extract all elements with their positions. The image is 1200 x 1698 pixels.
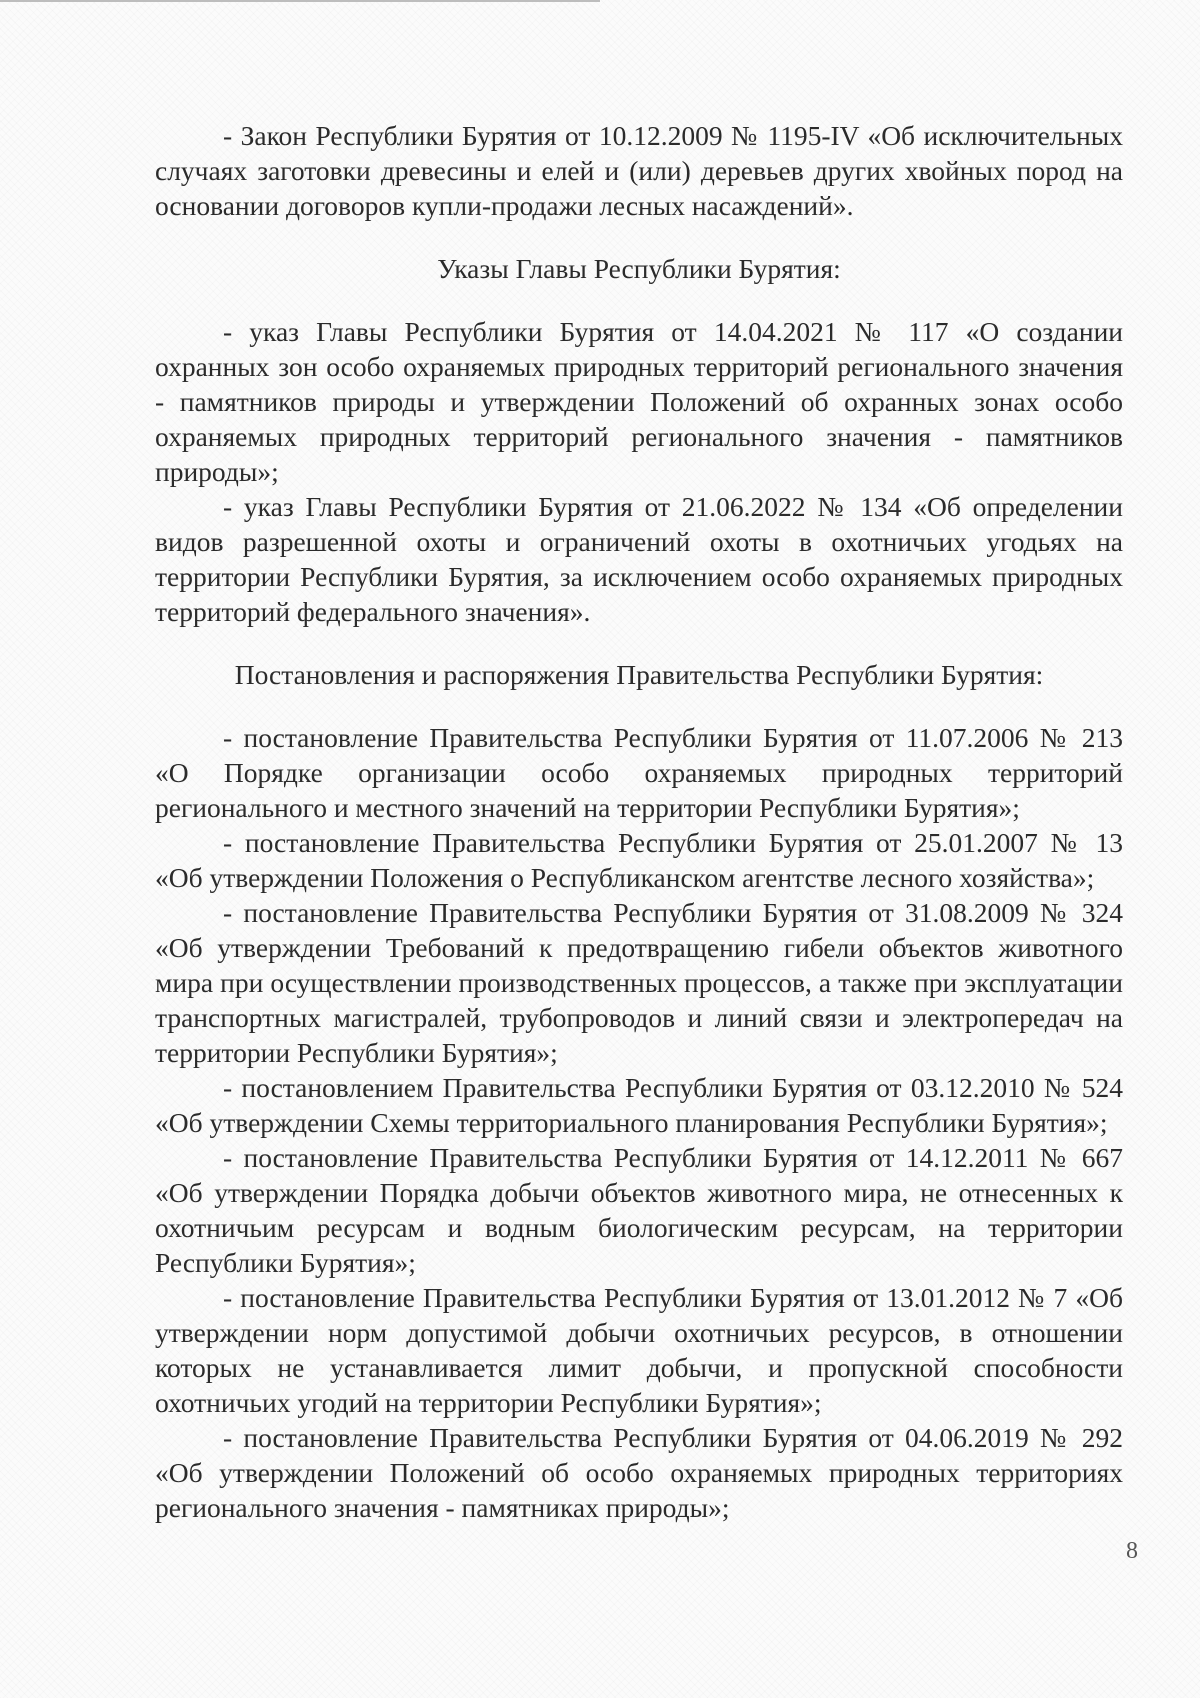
resolution-item: - постановление Правительства Республики Бурятия от 14.12.2011 № 667 «Об утверждении Порядка добычи объектов животного мира, не отнесенных к охотничьим ресурсам и водным биологическим ресурсам, на территории Республики Бурятия»; <box>155 1142 1123 1278</box>
decree-item: - указ Главы Республики Бурятия от 14.04.2021 № 117 «О создании охранных зон особо охраняемых природных территорий регионального значения - памятников природы и утверждении Положений об охранных зонах особо охраняемых природных территорий регионального значения - памятников природы»; <box>155 316 1123 487</box>
resolution-item: - постановление Правительства Республики Бурятия от 31.08.2009 № 324 «Об утверждении Требований к предотвращению гибели объектов животного мира при осуществлении производственных процессов, а также при эксплуатации транспортных магистралей, трубопроводов и линий связи и электропередач на территории Республики Бурятия»; <box>155 897 1123 1068</box>
resolution-item: - постановление Правительства Республики Бурятия от 04.06.2019 № 292 «Об утверждении Положений об особо охраняемых природных территориях регионального значения - памятниках природы»; <box>155 1422 1123 1523</box>
resolution-item: - постановление Правительства Республики Бурятия от 11.07.2006 № 213 «О Порядке организации особо охраняемых природных территорий регионального и местного значений на территории Республики Бурятия»; <box>155 722 1123 823</box>
resolution-item: - постановление Правительства Республики Бурятия от 25.01.2007 № 13 «Об утверждении Положения о Республиканском агентстве лесного хозяйства»; <box>155 827 1123 893</box>
document-body <box>155 118 1123 1525</box>
government-heading: Постановления и распоряжения Правительства Республики Бурятия: <box>234 659 1044 690</box>
scan-edge-line <box>0 0 600 2</box>
resolution-item: - постановление Правительства Республики Бурятия от 13.01.2012 № 7 «Об утверждении норм допустимой добычи охотничьих ресурсов, в отношении которых не устанавливается лимит добычи, и пропускной способности охотничьих угодий на территории Республики Бурятия»; <box>155 1282 1123 1418</box>
resolution-item: - постановлением Правительства Республики Бурятия от 03.12.2010 № 524 «Об утверждении Схемы территориального планирования Республики Бурятия»; <box>155 1072 1123 1138</box>
decree-item: - указ Главы Республики Бурятия от 21.06.2022 № 134 «Об определении видов разрешенной охоты и ограничений охоты в охотничьих угодьях на территории Республики Бурятия, за исключением особо охраняемых природных территорий федерального значения». <box>155 491 1123 627</box>
decrees-heading: Указы Главы Республики Бурятия: <box>437 253 841 284</box>
law-item: - Закон Республики Бурятия от 10.12.2009 № 1195-IV «Об исключительных случаях заготовки древесины и елей и (или) деревьев других хвойных пород на основании договоров купли-продажи лесных насаждений». <box>155 120 1123 221</box>
page-number: 8 <box>1126 1538 1138 1564</box>
